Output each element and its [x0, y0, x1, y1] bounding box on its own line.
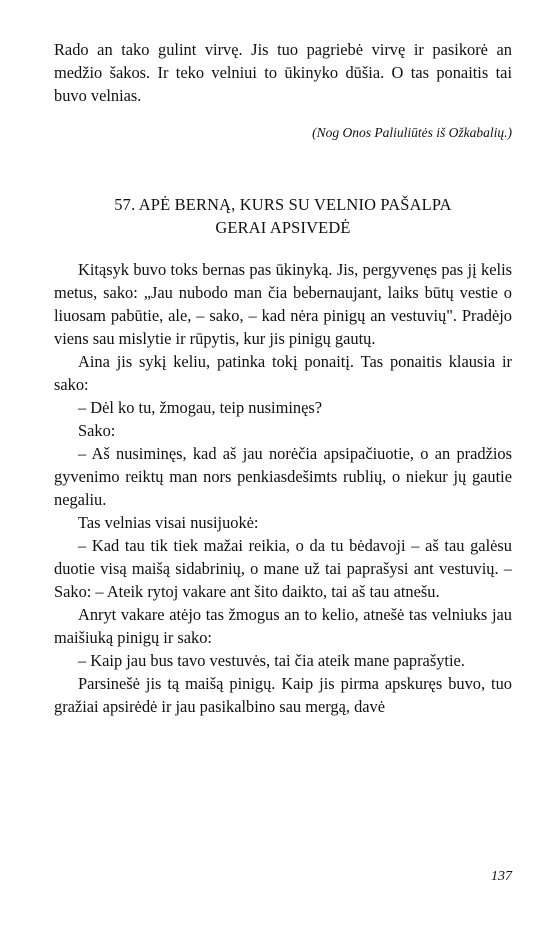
dialogue-line: – Kad tau tik tiek mažai reikia, o da tu bėdavoji – aš tau galėsu duotie visą maišą sidabrinių, o mane už tai paprašysi ant vestuvių. – Sako: – Ateik rytoj vakare ant šito daikto, tai aš tau atnešu. — [54, 536, 512, 601]
paragraph: Kitąsyk buvo toks bernas pas ūkinyką. Jis, pergyvenęs pas jį kelis metus, sako: „Jau nubodo man čia bebernaujant, laiks būtų vestie o liuosam pabūtie, ale, – sako, – kad nėra pinigų an vestuvių". Pradėjo viens sau mislytie ir rūpytis, kur jis pinigų gautų. — [54, 260, 512, 348]
paragraph: Aina jis sykį keliu, patinka tokį ponaitį. Tas ponaitis klausia ir sako: — [54, 352, 512, 394]
paragraph: Parsinešė jis tą maišą pinigų. Kaip jis pirma apskuręs buvo, tuo gražiai apsirėdė ir jau pasikalbino sau mergą, davė — [54, 674, 512, 716]
page-number: 137 — [491, 869, 512, 884]
story-heading-line-1: 57. APĖ BERNĄ, KURS SU VELNIO PAŠALPA — [114, 195, 452, 214]
page-body — [54, 38, 512, 718]
paragraph: Tas velnias visai nusijuokė: — [78, 513, 259, 532]
source-note: (Nog Onos Paliuliūtės iš Ožkabalių.) — [312, 125, 512, 140]
dialogue-line: – Kaip jau bus tavo vestuvės, tai čia ateik mane paprašytie. — [78, 651, 465, 670]
intro-paragraph: Rado an tako gulint virvę. Jis tuo pagriebė virvę ir pasikorė an medžio šakos. Ir teko velniui to ūkinyko dūšia. O tas ponaitis tai buvo velnias. — [54, 40, 512, 105]
dialogue-line: – Aš nusiminęs, kad aš jau norėčia apsipačiuotie, o an pradžios gyvenimo reiktų man nors penkiasdešimts rublių, o niekur jų gautie negaliu. — [54, 444, 512, 509]
dialogue-line: – Dėl ko tu, žmogau, teip nusiminęs? — [78, 398, 322, 417]
story-heading — [54, 193, 512, 239]
paragraph: Anryt vakare atėjo tas žmogus an to kelio, atnešė tas velniuks jau maišiuką pinigų ir sako: — [54, 605, 512, 647]
story-heading-line-2: GERAI APSIVEDĖ — [215, 218, 351, 237]
paragraph: Sako: — [78, 421, 116, 440]
